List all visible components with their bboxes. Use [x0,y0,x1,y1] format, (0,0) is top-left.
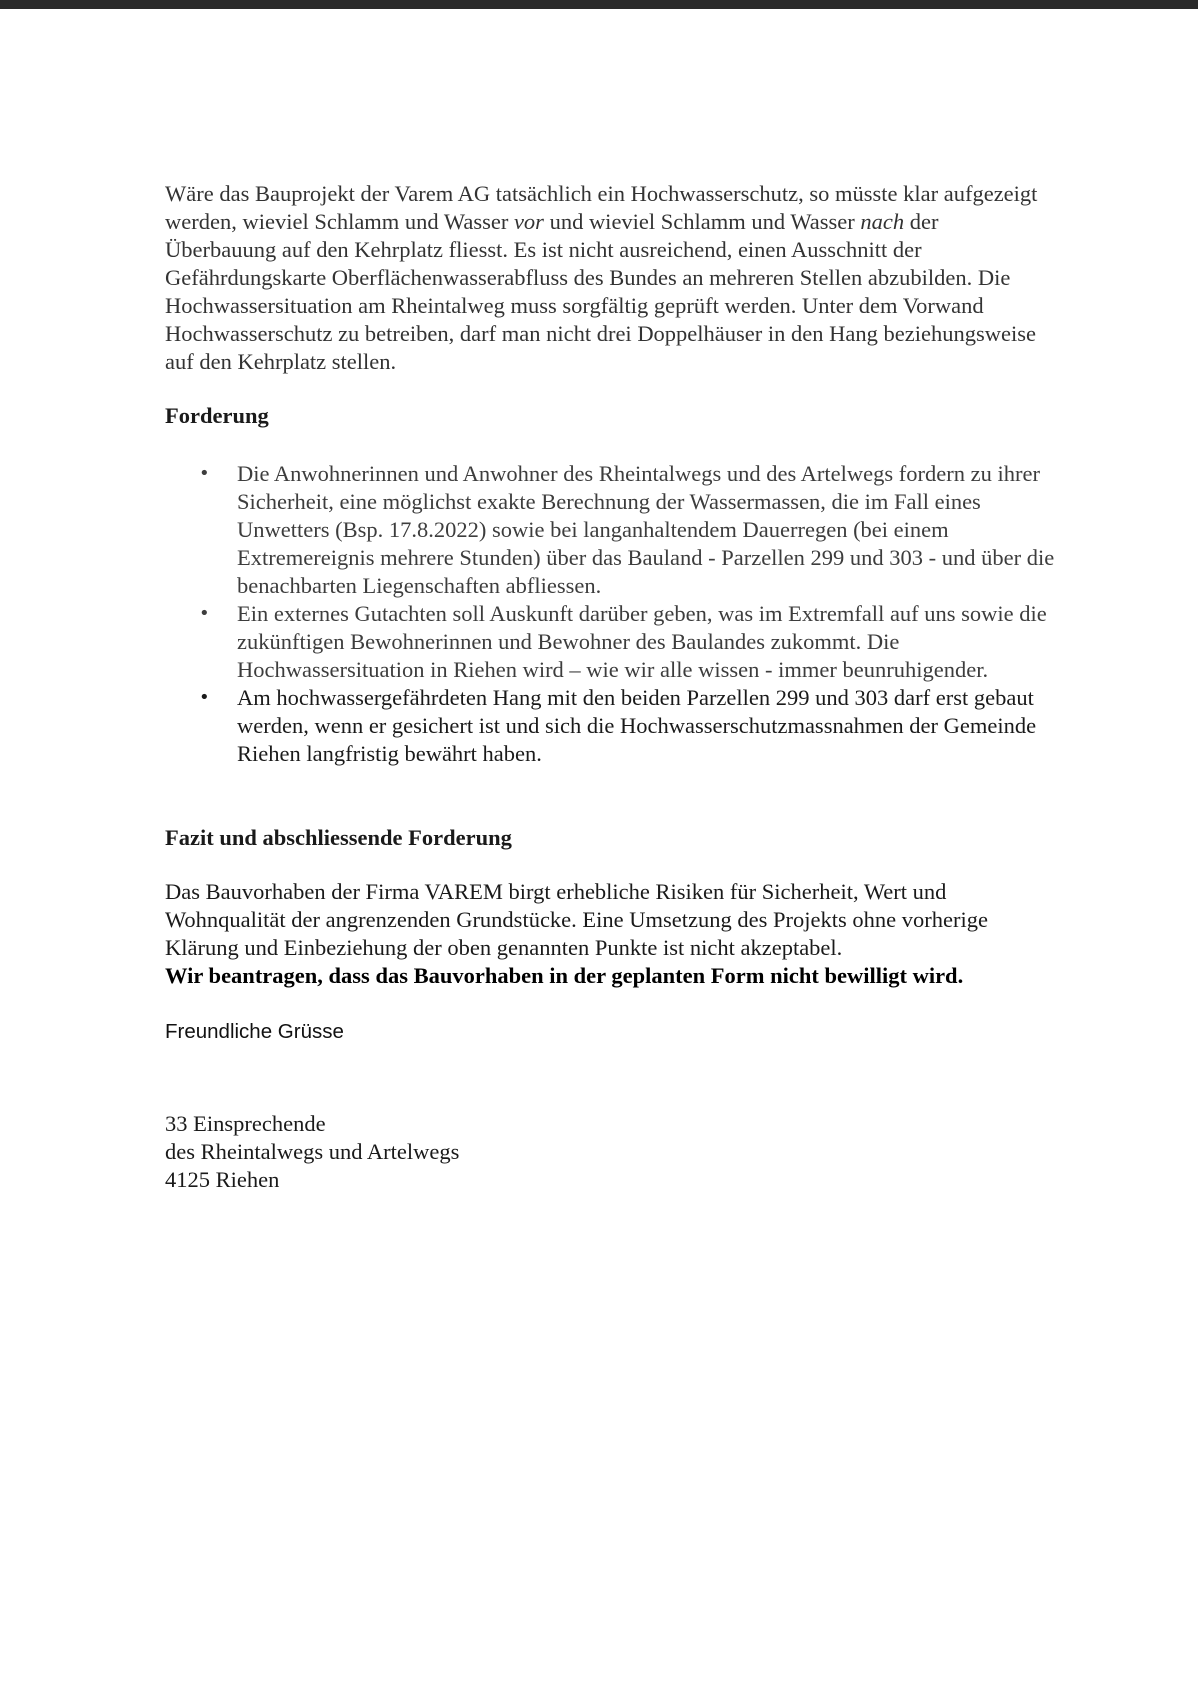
list-item [165,460,1055,600]
list-item [165,684,1055,768]
bullet-icon: • [199,687,210,708]
list-item-text: Am hochwassergefährdeten Hang mit den beiden Parzellen 299 und 303 darf erst gebaut werden, wenn er gesichert ist und sich die Hochwasserschutzmassnahmen der Gemeinde Riehen langfristig bewährt haben. [237,685,1037,766]
signature-line-3: 4125 Riehen [165,1167,280,1192]
document-page [165,180,1055,1194]
list-item-text: Die Anwohnerinnen und Anwohner des Rheintalwegs und des Artelwegs fordern zu ihrer Sicherheit, eine möglichst exakte Berechnung der Wassermassen, die im Fall eines Unwetters (Bsp. 17.8.2022) sowie bei langanhaltendem Dauerregen (bei einem Extremereignis mehrere Stunden) über das Bauland - Parzellen 299 und 303 - und über die benachbarten Liegenschaften abfliessen. [237,461,1055,598]
intro-text-2: und wieviel Schlamm und Wasser [543,209,861,234]
signature-line-2: des Rheintalwegs und Artelwegs [165,1139,460,1164]
demands-list [165,460,1055,768]
signature-line-1: 33 Einsprechende [165,1111,326,1136]
signature-block [165,1110,1055,1194]
closing-greeting: Freundliche Grüsse [165,1020,344,1043]
fazit-text: Das Bauvorhaben der Firma VAREM birgt erhebliche Risiken für Sicherheit, Wert und Wohnqualität der angrenzenden Grundstücke. Eine Umsetzung des Projekts ohne vorherige Klärung und Einbeziehung der oben genannten Punkte ist nicht akzeptabel. [165,879,988,960]
fazit-heading: Fazit und abschliessende Forderung [165,825,512,850]
intro-paragraph [165,180,1055,376]
bullet-icon: • [199,603,210,624]
bullet-icon: • [199,463,210,484]
intro-text-1: Wäre das Bauprojekt der Varem AG tatsächlich ein Hochwasserschutz, so müsste klar aufgezeigt werden, wieviel Schlamm und Wasser [165,181,1038,234]
fazit-paragraph [165,878,1055,990]
viewer-top-bar [0,0,1198,9]
intro-emphasis-nach: nach [860,209,905,234]
intro-text-3: der Überbauung auf den Kehrplatz fliesst. Es ist nicht ausreichend, einen Ausschnitt der Gefährdungskarte Oberflächenwasserabfluss des Bundes an mehreren Stellen abzubilden. Die Hochwassersituation am Rheintalweg muss sorgfältig geprüft werden. Unter dem Vorwand Hochwasserschutz zu betreiben, darf man nicht drei Doppelhäuser in den Hang beziehungsweise auf den Kehrplatz stellen. [165,209,1036,374]
intro-emphasis-vor: vor [513,209,544,234]
list-item-text: Ein externes Gutachten soll Auskunft darüber geben, was im Extremfall auf uns sowie die zukünftigen Bewohnerinnen und Bewohner des Baulandes zukommt. Die Hochwassersituation in Riehen wird – wie wir alle wissen - immer beunruhigender. [237,601,1047,682]
list-item [165,600,1055,684]
forderung-heading: Forderung [165,403,269,428]
fazit-request: Wir beantragen, dass das Bauvorhaben in der geplanten Form nicht bewilligt wird. [165,963,964,988]
